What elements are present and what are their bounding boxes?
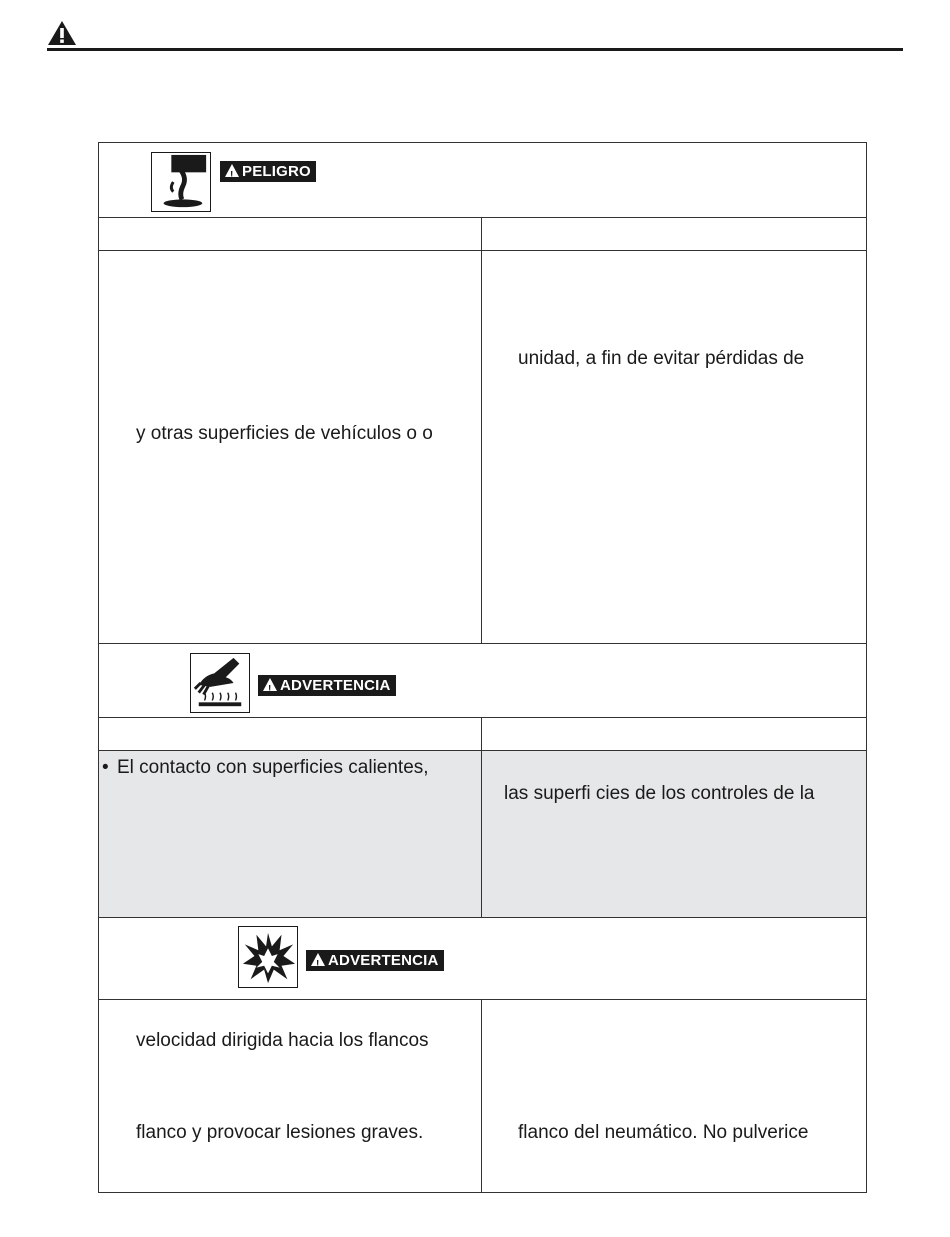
explosion-left-text-2: flanco y provocar lesiones graves. — [136, 1122, 424, 1143]
hot-left-text: El contacto con superficies calientes, — [117, 757, 429, 778]
warning-triangle-icon — [311, 953, 325, 966]
section-header-advertencia-explosion — [99, 917, 866, 999]
column-divider — [481, 999, 482, 1193]
explosion-icon — [238, 926, 298, 988]
explosion-left-text-1: velocidad dirigida hacia los flancos — [136, 1030, 429, 1051]
column-header-row — [99, 717, 866, 750]
section-body-advertencia-explosion — [99, 999, 866, 1193]
peligro-left-text: y otras superficies de vehículos o o — [136, 423, 433, 444]
hot-left-bullet: • — [102, 757, 109, 778]
column-header-row — [99, 217, 866, 250]
advertencia-label-explosion: !ADVERTENCIA — [306, 950, 444, 971]
section-body-advertencia-hot — [99, 750, 866, 917]
peligro-label: !PELIGRO — [220, 161, 316, 182]
warning-triangle-icon — [225, 164, 239, 177]
advertencia-label-hot: !ADVERTENCIA — [258, 675, 396, 696]
column-divider — [481, 217, 482, 643]
warning-triangle-icon — [263, 678, 277, 691]
fuel-spill-icon — [151, 152, 211, 212]
section-body-peligro — [99, 250, 866, 643]
section-header-peligro — [99, 143, 866, 217]
header-rule — [47, 48, 903, 51]
section-header-advertencia-hot — [99, 643, 866, 717]
hot-right-text: las superfi cies de los controles de la — [504, 783, 815, 804]
explosion-right-text: flanco del neumático. No pulverice — [518, 1122, 809, 1143]
warning-triangle-icon — [47, 20, 77, 46]
hot-surface-hand-icon — [190, 653, 250, 713]
peligro-right-text: unidad, a fin de evitar pérdidas de — [518, 348, 805, 369]
column-divider — [481, 717, 482, 917]
safety-table — [98, 142, 867, 1193]
